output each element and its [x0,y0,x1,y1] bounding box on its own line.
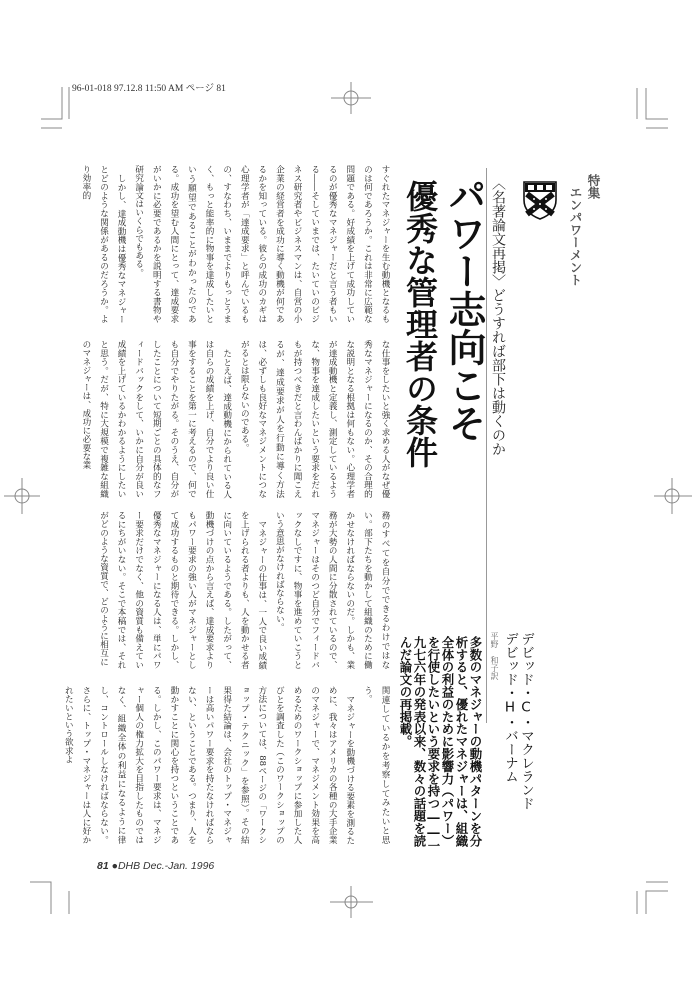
page-number: 81 [97,860,109,872]
body-paragraph: マネジャーを動機づける要素を測るために、我々はアメリカの各種の大手企業のマネジャーで、マネジメント効果を高めるためのワークショップに参加した人びとを調査した（このワークショップの方法については、88ページの「ワークショップ・テクニック」を参照）。その結果得た結論は、会社のトップ・マネジャーは高いパワー要求を持たなければならない、ということである。つまり、人を動かすことに関心を持つということである。しかし、このパワー要求は、マネジャー個人の権力拡大を目指したものではなく、組織全体の利益になるように律し、コントロールしなければならない。さらに、トップ・マネジャーは人に好かれたいという欲求よ [63,686,355,844]
translator-credit: 平野 和子訳 [490,632,499,680]
body-paragraph: しかし、達成動機は優秀なマネジャーとどのような関係があるのだろうか。より効率的 [80,165,127,323]
body-text-tier-1 [75,165,393,323]
article-subtitle: 〈名著論文再掲〉どうすれば部下は動くのか [490,176,506,456]
body-paragraph: たとえば、達成動機にかられている人は自らの成績を上げ、自分でより良い仕事をすることを第一に考えるので、何でも自分でやりたがる。そのうえ、自分がしたことについて短期ごとの具体的なフィードバックをして、いかに自分が良い成績を上げているかわかるようにしたいと思う。だが、特に大規模で複雑な組織のマネジャーは、成功に必要な業 [80,340,232,498]
registration-mark-top [331,82,371,114]
author-list [502,632,534,810]
article-title-line1: パワー志向こそ [442,176,486,442]
page-footer [97,860,214,872]
bullet-icon: ● [111,860,118,872]
author-name: デビッド・H・バーナム [502,632,518,783]
article-title-line2: 優秀な管理者の条件 [401,180,439,468]
hbs-shield-logo-icon [522,180,558,220]
body-paragraph: すぐれたマネジャーを生む動機となるものは何であろうか。これは非常に広範な問題である。好成績を上げて成功しているのが優秀なマネジャーだと言う者もいる――そしていまでは、たいていのビジネス研究者やビジネスマンは、自営の小企業の経営者を成功に導く動機が何であるかを知っている。彼らの成功のカギは心理学者が「達成要求」と呼んでいるもの、すなわち、いままでよりもっとうまく、もっと能率的に物事を達成したいという願望であることがわかったのである。成功を望む人間にとって、達成要求がいかに必要であるかを説明する書物や研究論文はいくらでもある。 [133,165,390,323]
article-lead: 多数のマネジャーの動機パターンを分析すると、優れたマネジャーは、組織全体の利益のために影響力（パワー）を行使したいという要求を持つ――一九七六年の発表以来、数々の話題を読んだ論文の再掲載。 [398,636,483,852]
kicker-theme: エンパワーメント [568,186,583,286]
crop-mark-bottom-right [637,882,668,914]
author-name: デビッド・C・マクレランド [518,632,534,810]
publication-info: DHB Dec.-Jan. 1996 [117,860,215,872]
registration-mark-right [654,478,692,514]
body-text-tier-3 [75,511,393,669]
registration-mark-left [4,478,40,514]
registration-mark-bottom [330,886,373,918]
body-text-tier-2 [75,340,393,498]
crop-mark-bottom-left [30,882,69,914]
kicker-label: 特集 [586,174,601,199]
body-paragraph: 務のすべてを自分でできるわけではない。部下たちを動かして組織のために働かせなければならないのだ。しかも、業務が大勢の人間に分散されているので、マネジャーはそのつど自分でフィードバックなしですに、物事を進めていこうという意思がなければならない。 [274,511,390,669]
print-slug: 96-01-018 97.12.8 11:50 AM ページ 81 [72,84,226,94]
body-paragraph: マネジャーの仕事は、一人で良い成績を上げられる者よりも、人を動かせる者に向いているようである。したがって、動機づけの点から言えば、達成要求よりもパワー要求の強い人がマネジャーとして成功するものと期待できる。しかし、優秀なマネジャーになる人は、単にパワー要求だけでなく、他の資質も備えているにちがいない。そこで本稿では、それがどのような資質で、どのように相互に [98,511,267,669]
body-paragraph: な仕事をしたいと強く求める人がなぜ優秀なマネジャーになるのか、その合理的な説明となる根拠は何もない。心理学者が達成動機と定義し、測定しているような、物事を達成したいという要求をだれもが持つべきだと言わんばかりに聞こえるが、達成要求が人を行動に導く方法は、必ずしも良好なマネジメントにつながるとは限らないのである。 [239,340,390,498]
body-paragraph: 関連しているかを考察してみたいと思う。 [362,686,390,844]
body-text-tier-4 [63,686,393,844]
crop-mark-top-left [41,87,69,128]
feature-kicker [566,174,602,286]
crop-mark-top-right [637,88,668,128]
title-divider [486,168,487,723]
